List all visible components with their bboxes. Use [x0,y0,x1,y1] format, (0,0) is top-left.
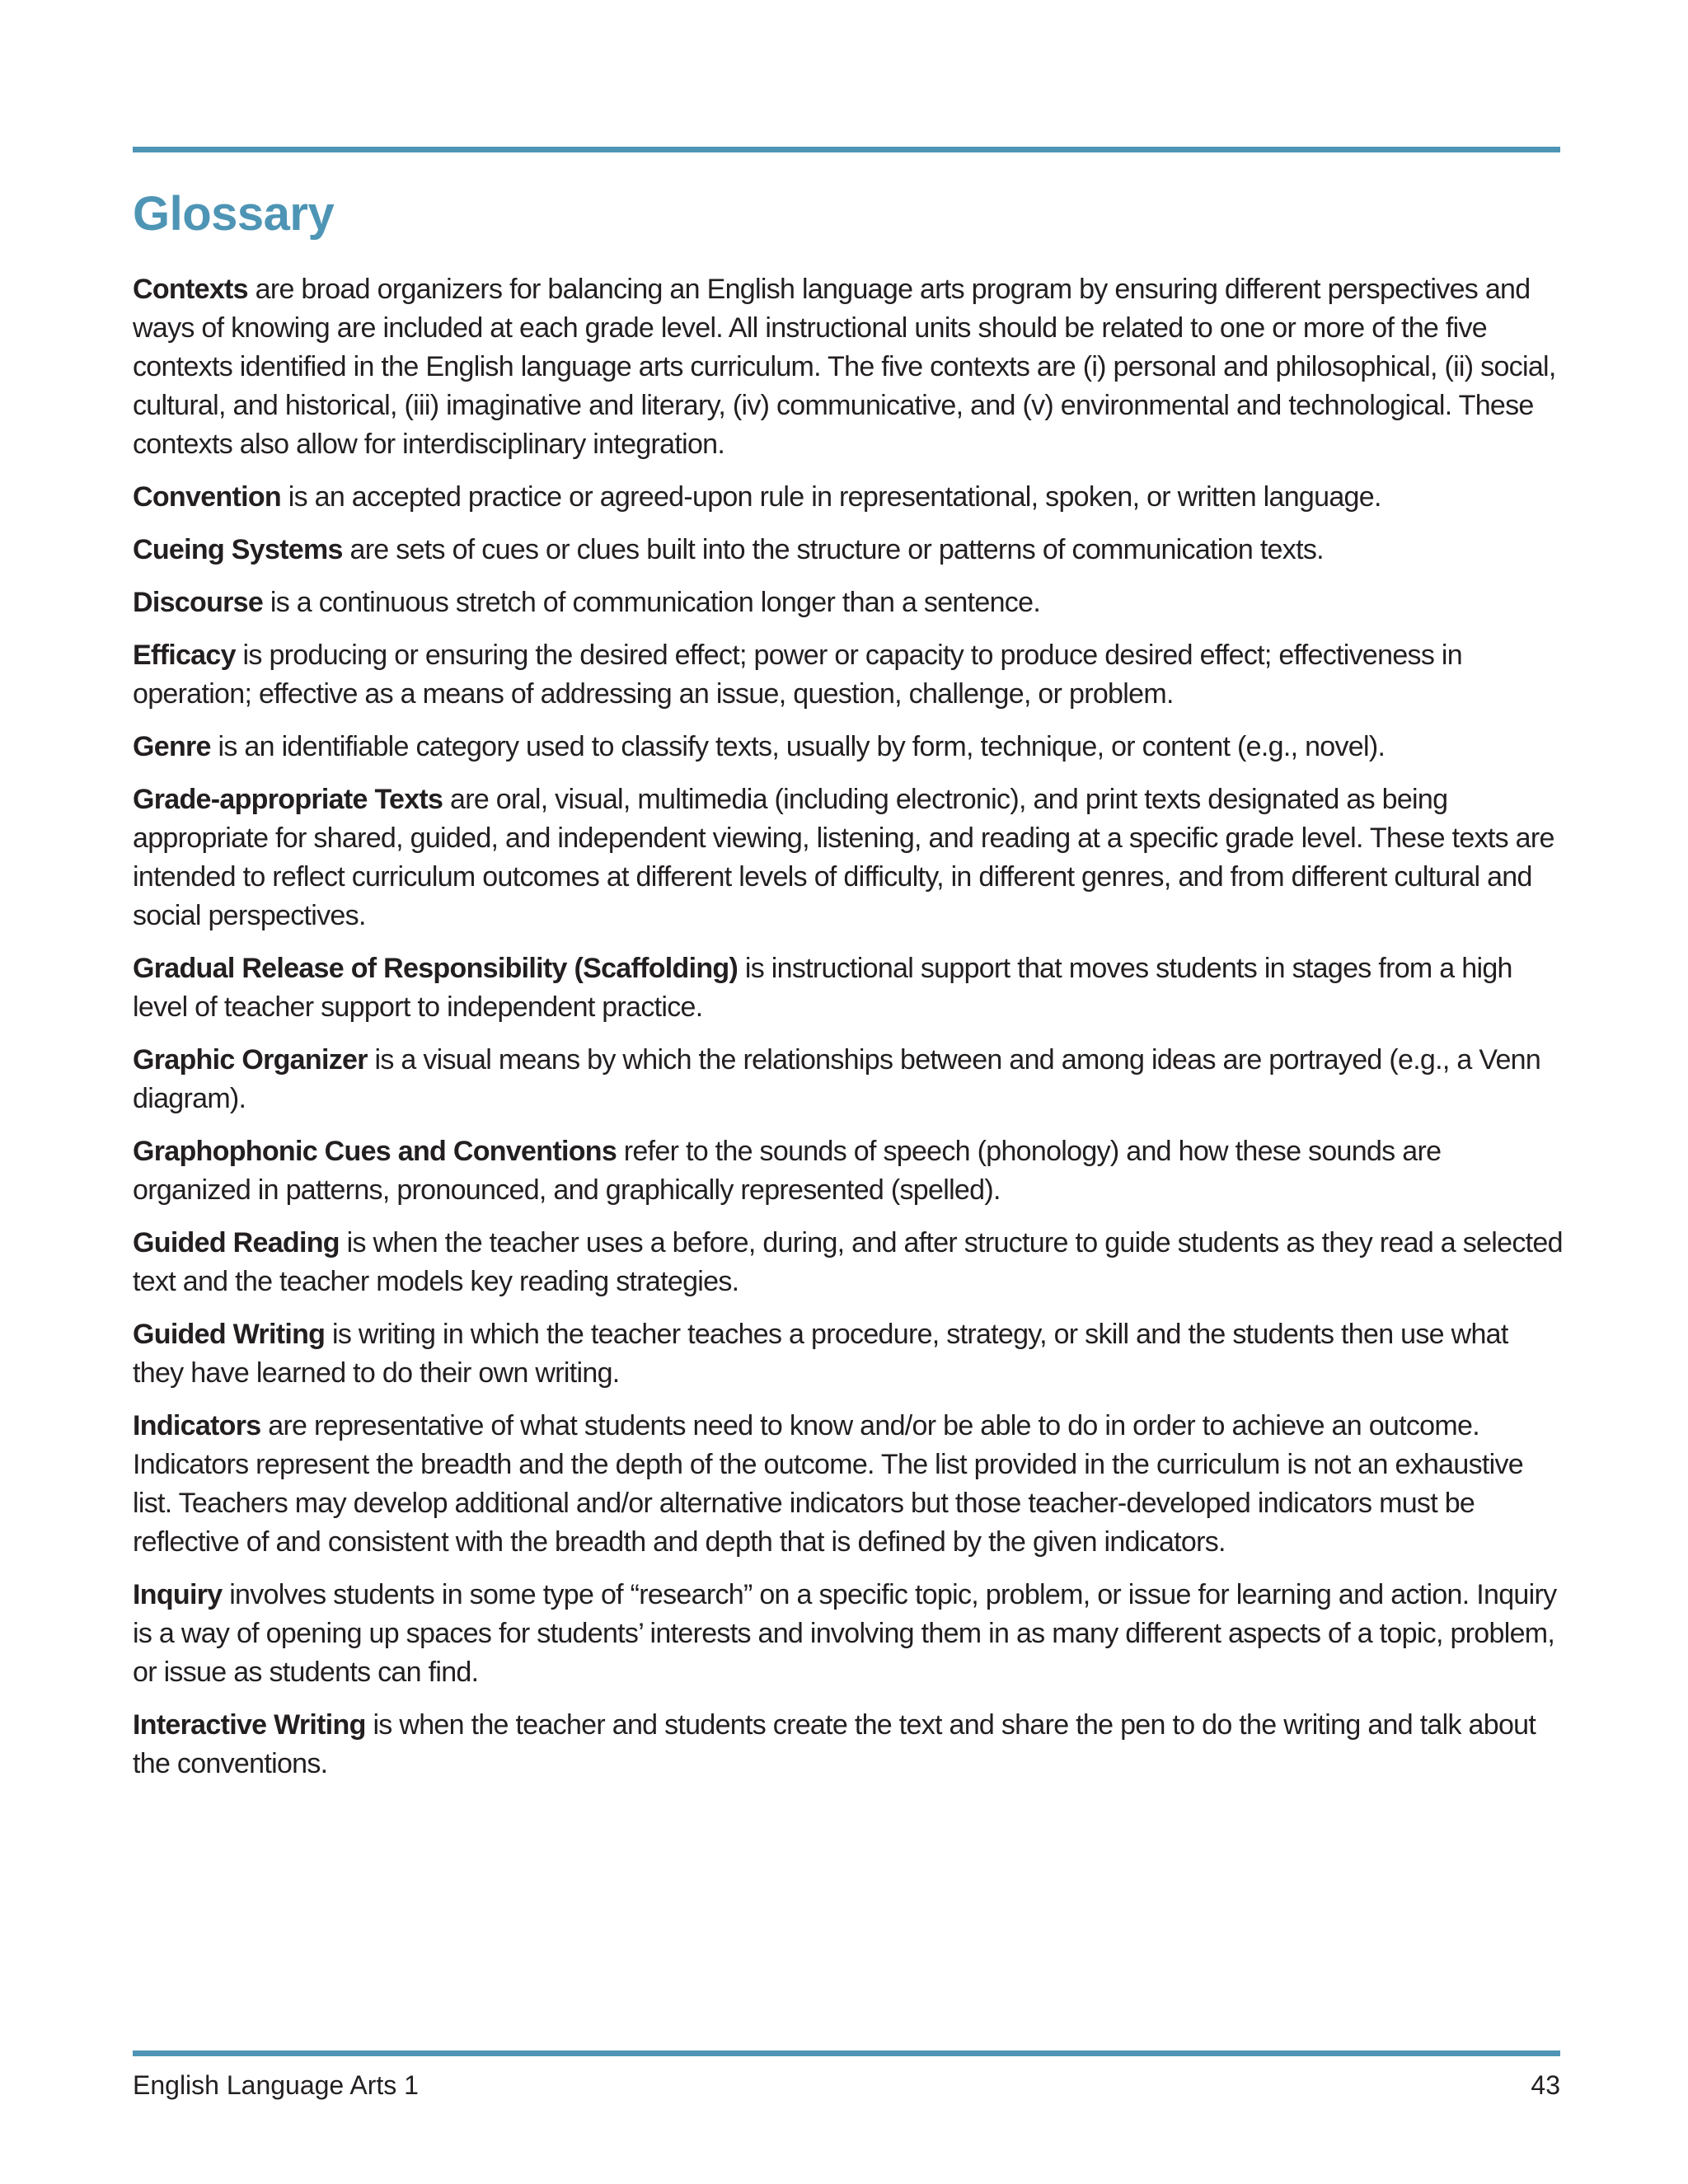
glossary-entry [133,478,1563,517]
glossary-term: Contexts [133,274,248,305]
glossary-entry [133,636,1563,714]
glossary-term: Grade-appropriate Texts [133,784,443,815]
glossary-entry [133,780,1563,935]
glossary-definition: are oral, visual, multimedia (including electronic), and print texts designated as being appropriate for shared, guided, and independent viewing, listening, and reading at a specific grade level. These texts are intended to reflect curriculum outcomes at different levels of difficulty, in different genres, and from different cultural and social perspectives. [133,784,1554,931]
glossary-definition: is producing or ensuring the desired effect; power or capacity to produce desired effect; effectiveness in operation; effective as a means of addressing an issue, question, challenge, or problem. [133,640,1462,710]
glossary-entry [133,270,1563,464]
glossary-definition: are representative of what students need to know and/or be able to do in order to achieve an outcome. Indicators represent the breadth and the depth of the outcome. The list provided in the curriculum is not an exhaustive list. Teachers may develop additional and/or alternative indicators but those teacher-developed indicators must be reflective of and consistent with the breadth and depth that is defined by the given indicators. [133,1410,1524,1558]
glossary-term: Guided Writing [133,1319,326,1350]
glossary-definition: is when the teacher and students create the text and share the pen to do the writing and talk about the conventions. [133,1709,1536,1779]
glossary-definition: is instructional support that moves students in stages from a high level of teacher support to independent practice. [133,953,1512,1023]
glossary-term: Graphophonic Cues and Conventions [133,1136,617,1167]
glossary-definition: is an identifiable category used to classify texts, usually by form, technique, or content (e.g., novel). [210,731,1386,762]
glossary-definition: is an accepted practice or agreed-upon rule in representational, spoken, or written language. [280,481,1381,513]
glossary-term: Gradual Release of Responsibility (Scaffolding) [133,953,738,984]
glossary-entry [133,1041,1563,1118]
glossary-term: Indicators [133,1410,261,1441]
glossary-definition: refer to the sounds of speech (phonology) and how these sounds are organized in patterns, pronounced, and graphically represented (spelled). [133,1136,1442,1206]
page-title: Glossary [133,187,335,241]
glossary-entry [133,1315,1563,1393]
bottom-divider [133,2050,1560,2056]
glossary-definition: are sets of cues or clues built into the structure or patterns of communication texts. [342,534,1324,565]
glossary-entry [133,1706,1563,1783]
glossary-definition: are broad organizers for balancing an English language arts program by ensuring different perspectives and ways of knowing are included at each grade level. All instructional units should be related to one or more of the five contexts identified in the English language arts curriculum. The five contexts are (i) personal and philosophical, (ii) social, cultural, and historical, (iii) imaginative and literary, (iv) communicative, and (v) environmental and technological. These contexts also allow for interdisciplinary integration. [133,274,1556,460]
glossary-term: Convention [133,481,281,513]
glossary-entry [133,1407,1563,1562]
glossary-term: Efficacy [133,640,236,671]
glossary-list [133,270,1563,1797]
glossary-entry [133,531,1563,569]
glossary-entry [133,728,1563,766]
footer-page-number: 43 [1531,2070,1560,2100]
footer-document-title: English Language Arts 1 [133,2070,419,2100]
glossary-term: Inquiry [133,1579,223,1610]
glossary-term: Cueing Systems [133,534,343,565]
glossary-term: Graphic Organizer [133,1044,368,1076]
top-divider [133,147,1560,152]
glossary-term: Guided Reading [133,1227,340,1258]
glossary-definition: involves students in some type of “research” on a specific topic, problem, or issue for learning and action. Inquiry is a way of opening up spaces for students’ interests and involving them in as many different aspects of a topic, problem, or issue as students can find. [133,1579,1557,1688]
glossary-definition: is a visual means by which the relationships between and among ideas are portrayed (e.g., a Venn diagram). [133,1044,1541,1114]
glossary-entry [133,1576,1563,1692]
glossary-term: Genre [133,731,211,762]
glossary-definition: is a continuous stretch of communication longer than a sentence. [263,587,1041,618]
glossary-definition: is writing in which the teacher teaches a procedure, strategy, or skill and the students then use what they have learned to do their own writing. [133,1319,1508,1389]
glossary-entry [133,1132,1563,1210]
glossary-term: Discourse [133,587,264,618]
glossary-term: Interactive Writing [133,1709,366,1741]
glossary-definition: is when the teacher uses a before, during, and after structure to guide students as they read a selected text and the teacher models key reading strategies. [133,1227,1563,1297]
glossary-entry [133,949,1563,1027]
glossary-entry [133,1224,1563,1301]
glossary-entry [133,583,1563,622]
